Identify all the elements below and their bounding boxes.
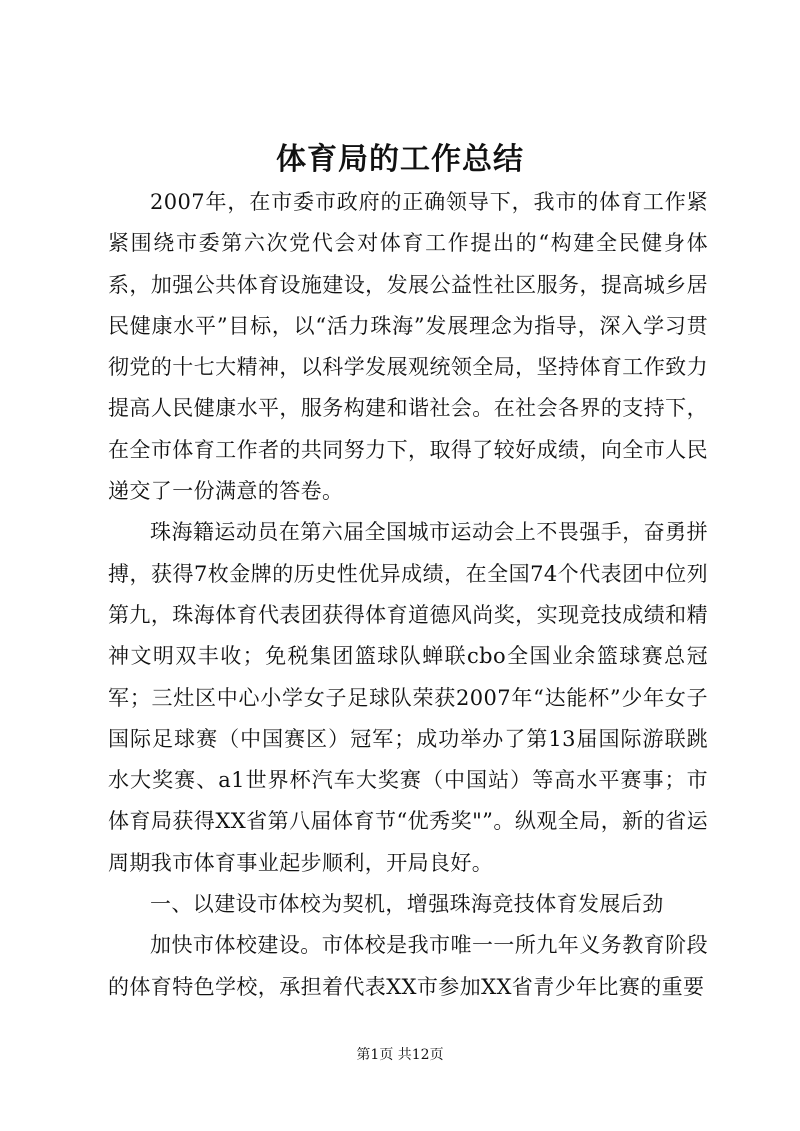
document-body: [108, 182, 708, 1008]
paragraph-intro: 2007年，在市委市政府的正确领导下，我市的体育工作紧紧围绕市委第六次党代会对体育工作提出的“构建全民健身体系，加强公共体育设施建设，发展公益性社区服务，提高城乡居民健康水平”目标，以“活力珠海”发展理念为指导，深入学习贯彻党的十七大精神，以科学发展观统领全局，坚持体育工作致力提高人民健康水平，服务构建和谐社会。在社会各界的支持下，在全市体育工作者的共同努力下，取得了较好成绩，向全市人民递交了一份满意的答卷。: [108, 190, 708, 504]
section-heading-1: 一、以建设市体校为契机，增强珠海竞技体育发展后劲: [150, 892, 664, 917]
page-footer: 第1页 共12页: [356, 1047, 444, 1063]
paragraph-sports-school: 加快市体校建设。市体校是我市唯一一所九年义务教育阶段的体育特色学校，承担着代表XX市参加XX省青少年比赛的重要: [108, 933, 708, 999]
paragraph-achievements: 珠海籍运动员在第六届全国城市运动会上不畏强手，奋勇拼搏，获得7枚金牌的历史性优异成绩，在全国74个代表团中位列第九，珠海体育代表团获得体育道德风尚奖，实现竞技成绩和精神文明双丰收；免税集团篮球队蝉联cbo全国业余篮球赛总冠军；三灶区中心小学女子足球队荣获2007年“达能杯”少年女子国际足球赛（中国赛区）冠军；成功举办了第13届国际游联跳水大奖赛、a1世界杯汽车大奖赛（中国站）等高水平赛事；市体育局获得XX省第八届体育节“优秀奖"”。纵观全局，新的省运周期我市体育事业起步顺利，开局良好。: [108, 520, 708, 875]
page-title: 体育局的工作总结: [276, 142, 524, 177]
